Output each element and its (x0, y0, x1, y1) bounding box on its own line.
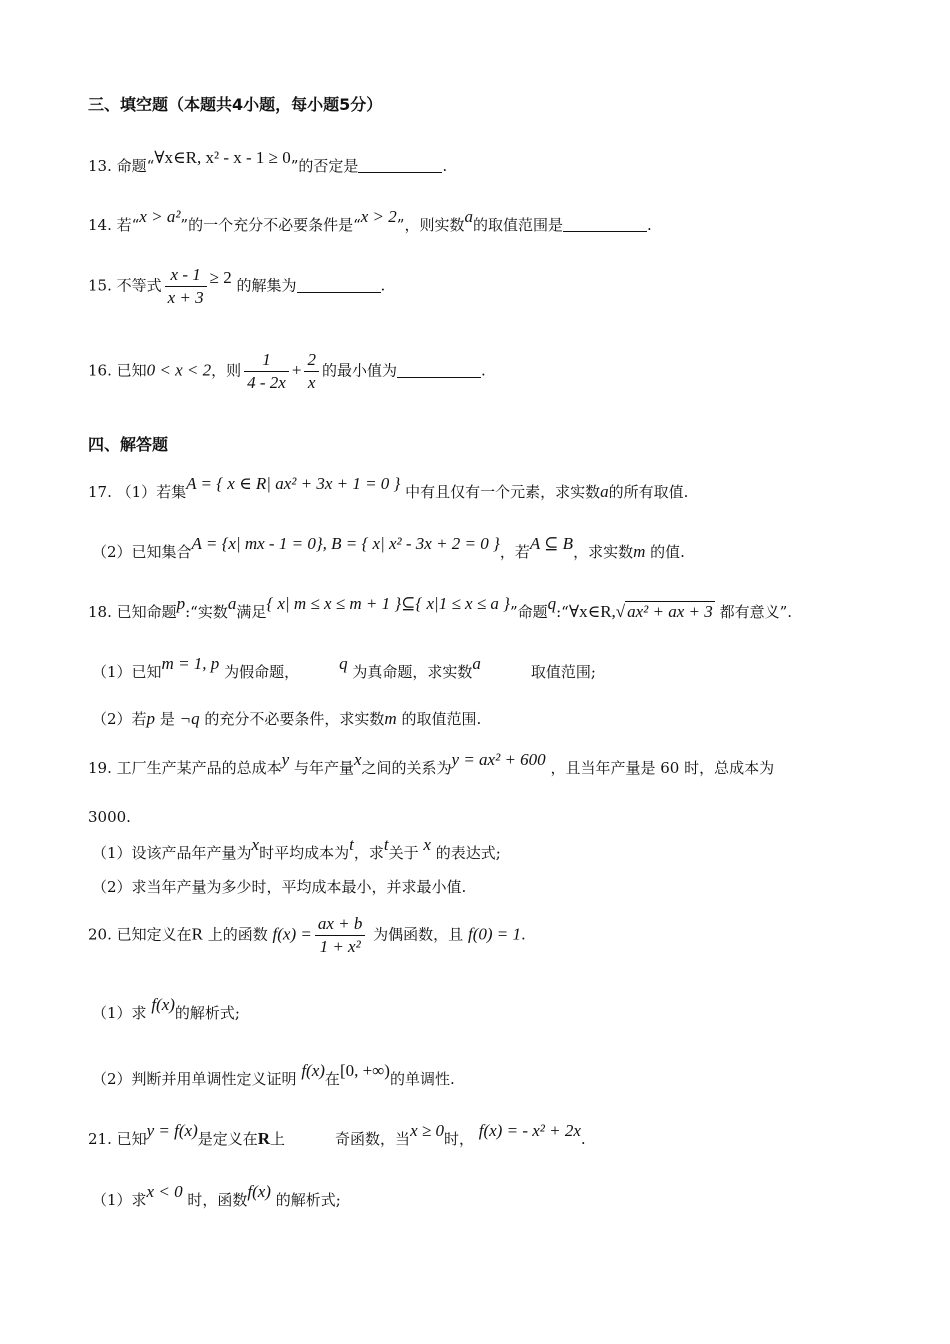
q17-p2-label: （2）已知集合 (92, 543, 192, 561)
q18-p1-math: m = 1, p (161, 654, 220, 673)
q18-p2-p: p (146, 709, 156, 728)
q18-p1-label: （1）已知 (92, 663, 162, 681)
q14-text1: ”的一个充分不必要条件是“ (180, 216, 361, 234)
q18-text3: ”命题 (509, 603, 548, 621)
q18-p2-text1: 是 (159, 710, 175, 728)
q20-fraction (315, 913, 366, 958)
q15-end: . (380, 276, 386, 295)
q18-p1-q: q (339, 654, 348, 673)
question-14 (88, 207, 652, 236)
q20-R: R (191, 924, 203, 944)
q20-text1: 上的函数 (207, 925, 268, 944)
q19-p1-text1: 时平均成本为 (259, 844, 350, 862)
q21-end: . (580, 1130, 586, 1148)
q20-p1-fx: f(x) (151, 995, 175, 1014)
q18-p2-label: （2）若 (92, 710, 147, 728)
q14-var: a (464, 207, 473, 226)
q19-p1-text4: 的表达式; (435, 844, 501, 862)
q21-number: 21. 已知 (88, 1130, 147, 1148)
q19-text2: 之间的关系为 (361, 759, 452, 777)
q19-p1-label: （1）设该产品年产量为 (92, 844, 252, 862)
q18-p1-text3: 取值范围; (530, 663, 596, 681)
q18-sqrt-sign: √ (615, 602, 626, 621)
q19-text3: ，且当年产量是 60 时，总成本为 (550, 759, 775, 777)
q19-p1-x: x (251, 835, 260, 854)
q14-answer-blank (563, 217, 647, 232)
q17-p1-number: 17. （1）若集 (88, 483, 187, 501)
q14-text2: ”，则实数 (396, 216, 465, 234)
q20-p2-interval: [0, +∞) (339, 1061, 390, 1080)
q20-p2-text1: 在 (324, 1070, 340, 1088)
q19-p1-t: t (349, 835, 354, 854)
q18-text2: 满足 (236, 603, 267, 621)
q16-f1-numerator: 1 (244, 349, 289, 372)
q17-p1-text: 中有且仅有一个元素，求实数 (405, 483, 601, 501)
question-20-part1 (92, 995, 240, 1024)
q18-p1-text2: 为真命题，求实数 (352, 663, 473, 681)
q18-text4: :“ (556, 603, 569, 621)
q16-fraction1 (244, 349, 289, 394)
q17-p2-text1: ，若 (499, 543, 530, 561)
q13-answer-blank (358, 158, 442, 173)
q15-text: 的解集为 (236, 276, 297, 295)
q13-text: ”的否定是 (290, 157, 359, 175)
question-16 (88, 349, 486, 394)
q20-text2: 为偶函数，且 (373, 925, 464, 944)
question-20-part2 (92, 1061, 455, 1090)
q19-y: y (281, 750, 290, 769)
q16-number: 16. 已知 (88, 361, 147, 380)
q18-a: a (227, 594, 237, 613)
q17-p2-var: m (633, 542, 646, 561)
q20-p1-text: 的解析式; (174, 1004, 240, 1022)
q16-text1: ，则 (211, 361, 242, 380)
q15-denominator: x + 3 (167, 288, 204, 307)
q20-numerator: ax + b (315, 913, 366, 936)
q16-end: . (480, 361, 486, 380)
q20-p2-label: （2）判断并用单调性定义证明 (92, 1070, 297, 1088)
q18-p: p (176, 594, 186, 613)
question-19 (88, 750, 775, 779)
q15-answer-blank (297, 278, 381, 293)
question-21-part1 (92, 1182, 341, 1211)
q18-text5: 都有意义”. (719, 603, 792, 621)
q20-fx: f(x) = (272, 924, 312, 944)
q19-p1-text2: ，求 (353, 844, 384, 862)
q18-p2-text3: 的取值范围. (401, 710, 482, 728)
q20-p2-text2: 的单调性. (389, 1070, 455, 1088)
question-18-part2 (92, 708, 481, 730)
q19-p1-text3: 关于 (388, 844, 419, 862)
q21-text2: 上 (270, 1130, 286, 1148)
q18-set2: { x|1 ≤ x ≤ a } (415, 594, 510, 613)
q21-p1-fx: f(x) (247, 1182, 271, 1201)
q13-end: . (442, 157, 448, 175)
q21-p1-text2: 的解析式; (275, 1191, 341, 1209)
question-18 (88, 594, 792, 623)
q14-end: . (646, 216, 652, 234)
q21-p1-label: （1）求 (92, 1191, 147, 1209)
q15-rhs: ≥ 2 (209, 267, 232, 287)
q21-p1-cond: x < 0 (146, 1182, 183, 1201)
q18-number: 18. 已知命题 (88, 603, 177, 621)
section-title-fill-blank: 三、填空题（本题共4小题，每小题5分） (88, 95, 383, 114)
question-18-part1 (92, 654, 596, 683)
q20-number: 20. 已知定义在 (88, 925, 192, 944)
q21-p1-text1: 时，函数 (187, 1191, 248, 1209)
q18-subset: ⊆ (401, 594, 416, 613)
q20-p1-label: （1）求 (92, 1004, 147, 1022)
q19-p1-x2: x (423, 835, 431, 854)
question-19-cont: 3000. (88, 808, 131, 826)
q18-sqrt-body: ax² + ax + 3 (627, 602, 713, 621)
q17-p2-math: A = {x| mx - 1 = 0}, B = { x| x² - 3x + 2 = 0 } (191, 534, 500, 553)
q18-p2-text2: 的充分不必要条件，求实数 (204, 710, 385, 728)
q20-end: . (521, 925, 526, 944)
q21-fx: y = f(x) (146, 1121, 198, 1140)
question-17-part2 (92, 534, 685, 563)
q21-text1: 是定义在 (197, 1130, 258, 1148)
q19-text1: 与年产量 (293, 759, 354, 777)
q16-text2: 的最小值为 (321, 361, 397, 380)
q18-q: q (547, 594, 557, 613)
question-15 (88, 264, 385, 309)
q17-p2-math2: A ⊆ B (529, 534, 574, 553)
question-20 (88, 913, 526, 958)
q16-fraction2 (304, 349, 319, 394)
q18-p1-text1: 为假命题， (224, 663, 300, 681)
q21-formula: f(x) = - x² + 2x (478, 1121, 581, 1140)
q15-numerator: x - 1 (165, 264, 207, 287)
q18-text1: :“实数 (185, 603, 228, 621)
q20-denominator: 1 + x² (319, 937, 361, 956)
q21-cond: x ≥ 0 (410, 1121, 444, 1140)
q17-p1-math: A = { x ∈ R| ax² + 3x + 1 = 0 } (186, 474, 401, 493)
q19-number: 19. 工厂生产某产品的总成本 (88, 759, 282, 777)
question-17-part1 (88, 474, 689, 503)
q18-set1: { x| m ≤ x ≤ m + 1 } (266, 594, 402, 613)
q15-number: 15. 不等式 (88, 276, 162, 295)
q19-formula: y = ax² + 600 (451, 750, 546, 769)
q14-math2: x > 2 (360, 207, 397, 226)
q17-p2-end: 的值. (650, 543, 685, 561)
q17-p1-var: a (600, 482, 609, 501)
question-19-part1 (92, 835, 501, 864)
q17-p2-text2: ，求实数 (573, 543, 634, 561)
q16-f2-denominator: x (307, 373, 316, 392)
q13-number: 13. 命题“ (88, 157, 155, 175)
q18-p2-m: m (384, 709, 397, 728)
q16-answer-blank (397, 363, 481, 378)
q18-math-q: ∀x∈R, (568, 602, 616, 621)
q18-p1-a: a (472, 654, 481, 673)
q19-p1-t2: t (383, 835, 389, 854)
section-title-answer: 四、解答题 (88, 435, 169, 454)
q14-number: 14. 若“ (88, 216, 140, 234)
q14-math1: x > a² (139, 207, 181, 226)
q19-x: x (353, 750, 362, 769)
q18-p2-notq: ¬q (179, 709, 200, 728)
q15-fraction (165, 264, 207, 309)
q20-p2-fx: f(x) (301, 1061, 325, 1080)
q17-p1-end: 的所有取值. (608, 483, 689, 501)
q21-R: R (257, 1129, 271, 1148)
q21-text4: 时， (443, 1130, 474, 1148)
q16-f1-denominator: 4 - 2x (247, 373, 286, 392)
q13-math: ∀x∈R, x² - x - 1 ≥ 0 (154, 148, 291, 167)
question-13 (88, 148, 448, 177)
q16-condition: 0 < x < 2 (146, 360, 212, 380)
q20-cond: f(0) = 1 (467, 924, 521, 944)
question-21 (88, 1121, 586, 1150)
question-19-part2: （2）求当年产量为多少时，平均成本最小，并求最小值. (92, 878, 467, 896)
q16-plus: + (291, 360, 302, 380)
q21-text3: 奇函数，当 (335, 1130, 411, 1148)
q16-f2-numerator: 2 (304, 349, 319, 372)
q14-text3: 的取值范围是 (472, 216, 563, 234)
